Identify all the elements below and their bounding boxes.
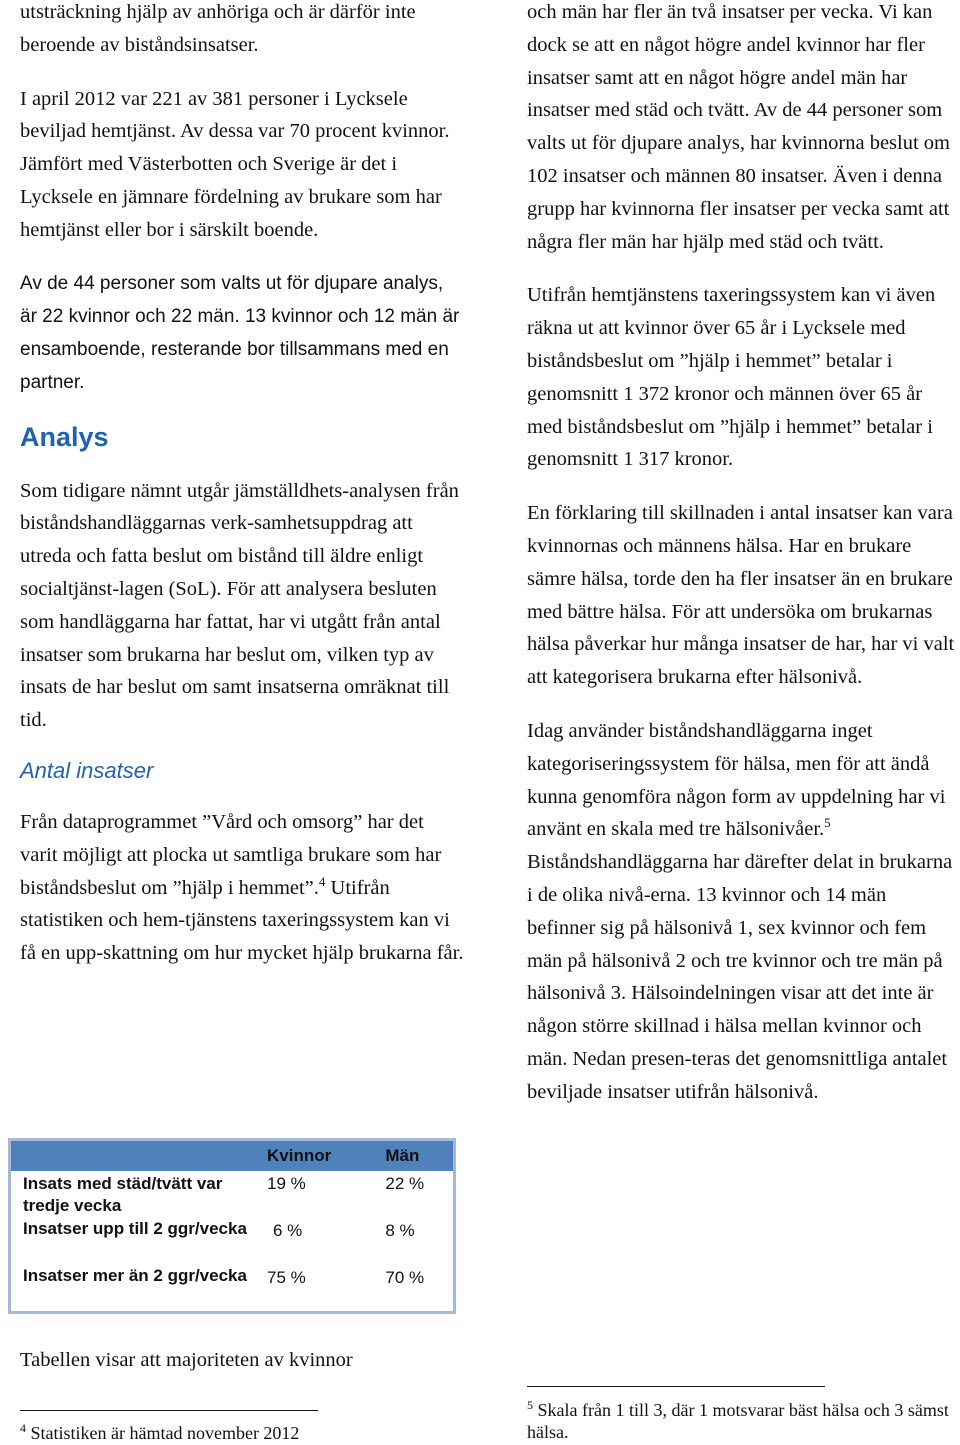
table-header-man: Män — [385, 1146, 420, 1165]
footnote-rule-left — [20, 1410, 318, 1411]
footnote-5 — [527, 1399, 957, 1443]
paragraph-tabellen: Tabellen visar att majoriteten av kvinnor — [20, 1349, 353, 1371]
footnote-5-text: Skala från 1 till 3, där 1 motsvarar bäst hälsa och 3 sämst hälsa. — [527, 1400, 949, 1442]
paragraph-halsonivaer — [527, 715, 957, 1109]
table-cell-man: 22 % — [385, 1174, 425, 1193]
table-header-empty — [10, 1140, 256, 1172]
footnote-ref-5[interactable]: 5 — [824, 815, 831, 831]
paragraph-man-insatser: och män har fler än två insatser per vecka. Vi kan dock se att en något högre andel kvinnor har fler insatser samt att en något högre andel män har insatser med städ och tvätt. Av de 44 personer som valts ut för djupare analys, har kvinnorna beslut om 102 insatser och männen 80 insatser. Även i denna grupp har kvinnorna fler insatser per vecka samt att några fler män har hjälp med städ och tvätt. — [527, 1, 950, 253]
table-cell-kvinnor: 6 % — [273, 1221, 303, 1240]
paragraph-dataprogram — [20, 806, 465, 970]
paragraph-halsonivaer-part1: Idag använder biståndshandläggarna inget kategoriseringssystem för hälsa, men för att ändå kunna genomföra någon form av uppdelning har vi använt en skala med tre hälsonivåer. — [527, 719, 946, 841]
footnote-4 — [20, 1422, 440, 1444]
paragraph-halsonivaer-part2: Biståndshandläggarna har därefter delat in brukarna i de olika nivå-erna. 13 kvinnor och 14 män befinner sig på hälsonivå 1, sex kvinnor och fem män på hälsonivå 2 och tre kvinnor och tre män på hälsonivå 3. Hälsoindelningen visar att det inte är någon större skillnad i hälsa mellan kvinnor och män. Nedan presen-teras det genomsnittliga antalet beviljade insatser utifrån hälsonivå. — [527, 851, 953, 1103]
table-cell-man: 8 % — [385, 1221, 415, 1240]
paragraph-hemtjanst: I april 2012 var 221 av 381 personer i Lycksele beviljad hemtjänst. Av dessa var 70 procent kvinnor. Jämfört med Västerbotten och Sverige är det i Lycksele en jämnare fördelning av brukare som har hemtjänst eller bor i särskilt boende. — [20, 87, 450, 241]
right-column — [527, 0, 957, 1109]
table-cell-label: Insats med städ/tvätt var tredje vecka — [23, 1174, 223, 1215]
footnote-5-number: 5 — [527, 1398, 533, 1412]
table-row — [10, 1171, 455, 1218]
paragraph-intro: utsträckning hjälp av anhöriga och är därför inte beroende av biståndsinsatser. — [20, 1, 416, 56]
heading-antal-insatser: Antal insatser — [20, 757, 154, 783]
paragraph-44-personer: Av de 44 personer som valts ut för djupare analys, är 22 kvinnor och 22 män. 13 kvinnor och 12 män är ensamboende, resterande bor tillsammans med en partner. — [20, 272, 460, 393]
table-header-kvinnor: Kvinnor — [267, 1146, 332, 1165]
table-cell-man: 70 % — [385, 1268, 425, 1287]
paragraph-analys: Som tidigare nämnt utgår jämställdhets-analysen från biståndshandläggarnas verk-samhetsuppdrag att utreda och fatta beslut om bistånd till äldre enligt socialtjänst-lagen (SoL). För att analysera besluten som handläggarna har fattat, har vi utgått från antal insatser som brukarna har beslut om, vilken typ av insats de har beslut om samt insatserna omräknat till tid. — [20, 479, 459, 732]
table-row — [10, 1218, 455, 1265]
paragraph-taxeringssystem: Utifrån hemtjänstens taxeringssystem kan vi även räkna ut att kvinnor över 65 år i Lycksele med biståndsbeslut om ”hjälp i hemmet” betalar i genomsnitt 1 372 kronor och männen över 65 år med biståndsbeslut om ”hjälp i hemmet” betalar i genomsnitt 1 317 kronor. — [527, 284, 936, 471]
table-row — [10, 1265, 455, 1312]
insatser-table — [8, 1138, 456, 1314]
table-cell-label: Insatser mer än 2 ggr/vecka — [23, 1266, 247, 1285]
paragraph-dataprogram-part1: Från dataprogrammet ”Vård och omsorg” har det varit möjligt att plocka ut samtliga brukare som har biståndsbeslut om ”hjälp i hemmet”. — [20, 810, 442, 899]
table-header-row — [10, 1140, 455, 1172]
footnote-4-text: Statistiken är hämtad november 2012 — [26, 1423, 300, 1443]
paragraph-dataprogram-part2: Utifrån statistiken och hem-tjänstens taxeringssystem kan vi få en upp-skattning om hur mycket hjälp brukarna får. — [20, 876, 464, 965]
paragraph-forklaring: En förklaring till skillnaden i antal insatser kan vara kvinnornas och männens hälsa. Har en brukare sämre hälsa, torde den ha fler insatser än en brukare med bättre hälsa. För att undersöka om brukarnas hälsa påverkar hur många insatser de har, har vi valt att kategorisera brukarna efter hälsonivå. — [527, 502, 955, 689]
table-cell-kvinnor: 19 % — [267, 1174, 306, 1193]
left-column — [20, 0, 465, 970]
footnote-rule-right — [527, 1386, 825, 1387]
footnote-ref-4[interactable]: 4 — [318, 873, 326, 889]
table-cell-label: Insatser upp till 2 ggr/vecka — [23, 1219, 247, 1238]
table-cell-kvinnor: 75 % — [267, 1268, 306, 1287]
footnote-4-number: 4 — [20, 1421, 26, 1435]
heading-analys: Analys — [20, 421, 109, 452]
